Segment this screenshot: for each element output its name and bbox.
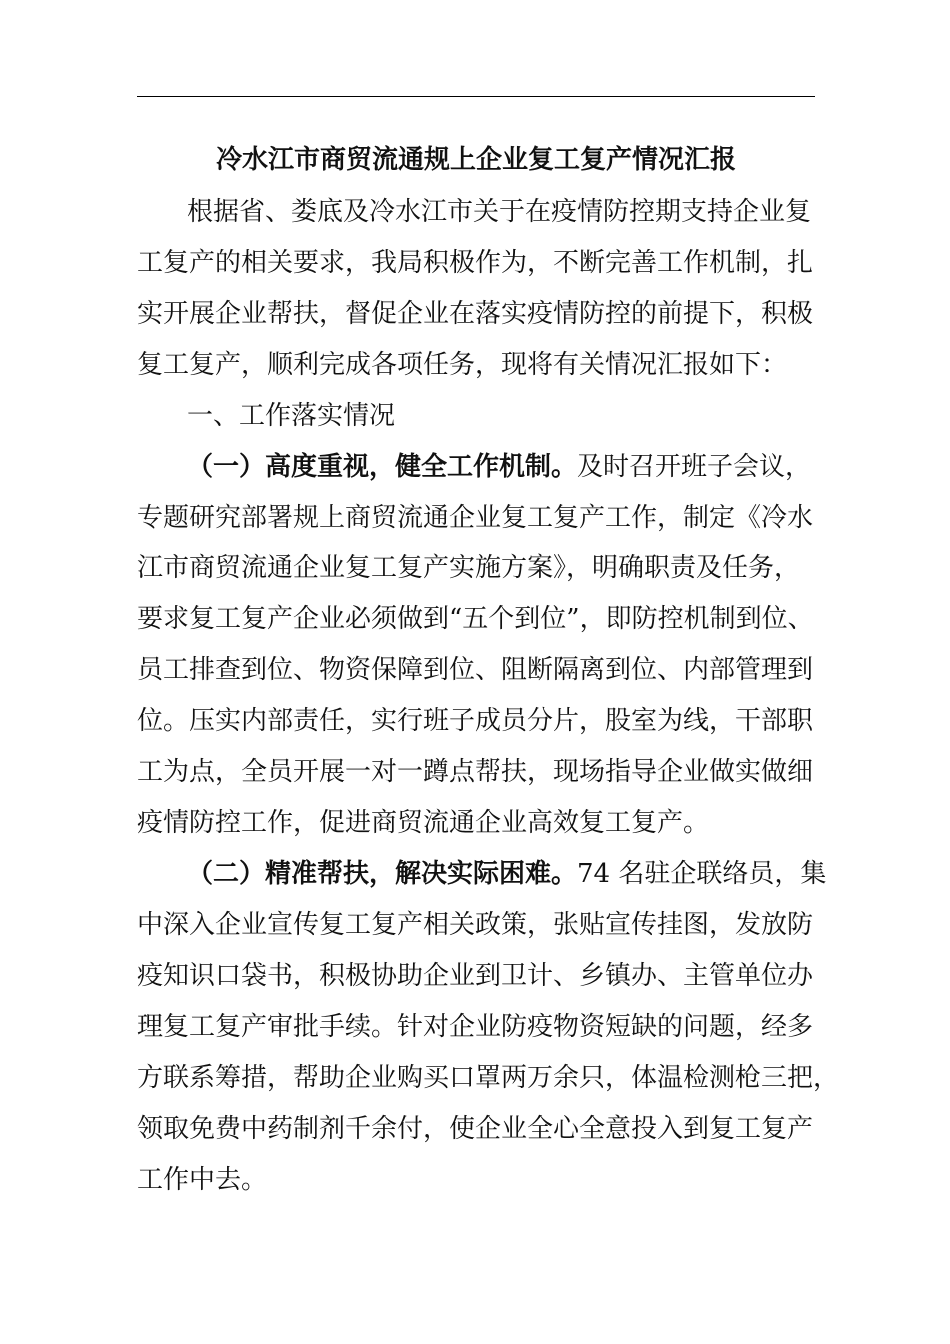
intro-line-1: 根据省、娄底及冷水江市关于在疫情防控期支持企业复 xyxy=(187,197,812,227)
para1-line: 要求复工复产企业必须做到“五个到位”，即防控机制到位、 xyxy=(137,604,814,634)
para2-line: 疫知识口袋书，积极协助企业到卫计、乡镇办、主管单位办 xyxy=(137,961,814,991)
para1-line: 位。压实内部责任，实行班子成员分片，股室为线，干部职 xyxy=(137,706,814,736)
para1-line: 工为点，全员开展一对一蹲点帮扶，现场指导企业做实做细 xyxy=(137,757,814,787)
para2-line: 理复工复产审批手续。针对企业防疫物资短缺的问题，经多 xyxy=(137,1012,814,1042)
para1-line: 专题研究部署规上商贸流通企业复工复产工作，制定《冷水 xyxy=(137,503,814,533)
para1-first-line xyxy=(187,449,811,485)
para1-line: 疫情防控工作，促进商贸流通企业高效复工复产。 xyxy=(137,808,710,838)
para2-line: 领取免费中药制剂千余付，使企业全心全意投入到复工复产 xyxy=(137,1114,814,1144)
para2-line: 工作中去。 xyxy=(137,1165,268,1195)
para2-line: 中深入企业宣传复工复产相关政策，张贴宣传挂图，发放防 xyxy=(137,910,814,940)
para1-heading: （一）高度重视，健全工作机制。 xyxy=(187,452,578,482)
intro-line-2: 工复产的相关要求，我局积极作为，不断完善工作机制，扎 xyxy=(137,248,814,278)
document-title: 冷水江市商贸流通规上企业复工复产情况汇报 xyxy=(215,145,736,175)
para2-heading: （二）精准帮扶，解决实际困难。 xyxy=(187,859,578,889)
para1-line: 江市商贸流通企业复工复产实施方案》，明确职责及任务， xyxy=(137,553,801,583)
intro-line-4: 复工复产，顺利完成各项任务，现将有关情况汇报如下： xyxy=(137,350,788,380)
intro-line-3: 实开展企业帮扶，督促企业在落实疫情防控的前提下，积极 xyxy=(137,299,814,329)
para2-first-line-rest: 74 名驻企联络员，集 xyxy=(577,859,827,889)
para1-line: 员工排查到位、物资保障到位、阻断隔离到位、内部管理到 xyxy=(137,655,814,685)
para2-line: 方联系筹措，帮助企业购买口罩两万余只，体温检测枪三把， xyxy=(137,1063,840,1093)
header-rule xyxy=(137,96,815,97)
para2-first-line xyxy=(187,856,826,892)
para1-first-line-rest: 及时召开班子会议， xyxy=(577,452,812,482)
section-heading: 一、工作落实情况 xyxy=(187,401,396,431)
